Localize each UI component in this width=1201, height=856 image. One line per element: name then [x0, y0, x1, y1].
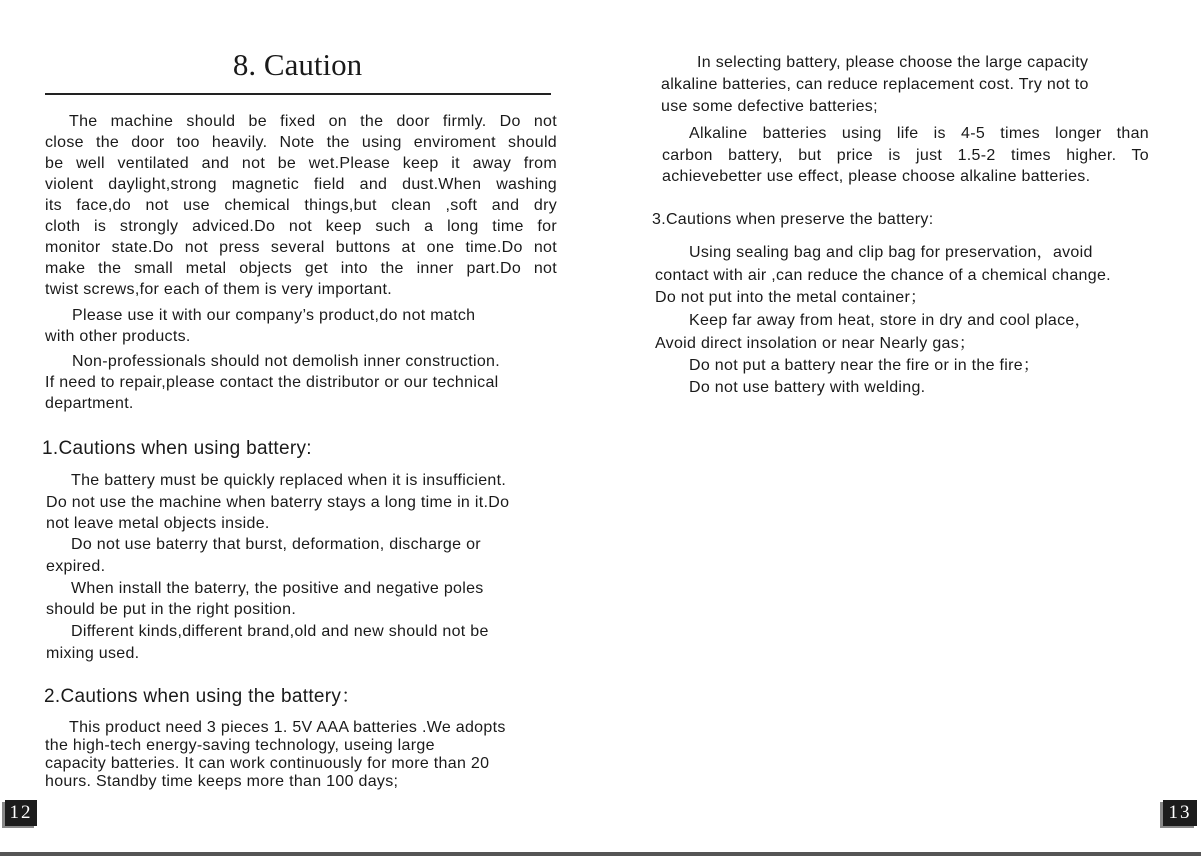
paragraph-line: When install the baterry, the positive and negative poles	[71, 580, 484, 597]
title-divider	[45, 93, 551, 95]
paragraph-line: Do not use baterry that burst, deformation, discharge or	[71, 536, 481, 553]
paragraph-line: use some defective batteries;	[661, 98, 878, 115]
paragraph-line: should be put in the right position.	[46, 601, 297, 618]
page-number-right: 13	[1163, 800, 1197, 826]
paragraph-line: Using sealing bag and clip bag for preservation，avoid	[689, 244, 1093, 261]
paragraph-line: mixing used.	[46, 645, 140, 662]
section-heading: 1.Cautions when using battery:	[42, 438, 312, 459]
paragraph-line: capacity batteries. It can work continuously for more than 20	[45, 755, 490, 772]
section-heading: 3.Cautions when preserve the battery:	[652, 211, 934, 228]
paragraph-line: Do not put a battery near the fire or in the fire；	[689, 357, 1040, 374]
paragraph-line: Do not put into the metal container；	[655, 289, 927, 306]
paragraph-line: be well ventilated and not be wet.Please keep it away from	[45, 155, 557, 172]
page-title: 8. Caution	[232, 47, 363, 82]
paragraph-line: Different kinds,different brand,old and new should not be	[71, 623, 489, 640]
section-heading: 2.Cautions when using the battery：	[44, 686, 361, 707]
paragraph-line: twist screws,for each of them is very important.	[45, 281, 392, 298]
paragraph-line: department.	[45, 395, 134, 412]
paragraph-line: with other products.	[45, 328, 191, 345]
paragraph-line: achievebetter use effect, please choose alkaline batteries.	[662, 168, 1091, 185]
paragraph-line: contact with air ,can reduce the chance of a chemical change.	[655, 266, 1111, 284]
paragraph-line: Please use it with our company’s product,do not match	[72, 307, 476, 324]
paragraph-line: This product need 3 pieces 1. 5V AAA batteries .We adopts	[69, 719, 506, 736]
paragraph-line: Avoid direct insolation or near Nearly gas；	[655, 334, 976, 352]
paragraph-line: If need to repair,please contact the distributor or our technical	[45, 374, 499, 391]
paragraph-line: The machine should be fixed on the door firmly. Do not	[69, 113, 557, 130]
paragraph-line: Do not use battery with welding.	[689, 379, 926, 396]
paragraph-line: the high-tech energy-saving technology, useing large	[45, 737, 435, 754]
paragraph-line: its face,do not use chemical things,but clean ,soft and dry	[45, 197, 557, 214]
paragraph-line: Alkaline batteries using life is 4-5 times longer than	[689, 125, 1149, 142]
paragraph-line: alkaline batteries, can reduce replacement cost. Try not to	[661, 76, 1089, 93]
bottom-border	[0, 852, 1201, 856]
paragraph-line: Do not use the machine when baterry stays a long time in it.Do	[46, 493, 510, 511]
paragraph-line: Non-professionals should not demolish inner construction.	[72, 353, 500, 370]
paragraph-line: expired.	[46, 558, 106, 575]
paragraph-line: Keep far away from heat, store in dry and cool place，	[689, 312, 1091, 329]
paragraph-line: In selecting battery, please choose the large capacity	[697, 54, 1089, 71]
page-number-left: 12	[5, 800, 37, 826]
paragraph-line: not leave metal objects inside.	[46, 515, 270, 532]
paragraph-line: monitor state.Do not press several buttons at one time.Do not	[45, 239, 557, 256]
paragraph-line: The battery must be quickly replaced when it is insufficient.	[71, 472, 507, 489]
paragraph-line: carbon battery, but price is just 1.5-2 times higher. To	[662, 146, 1149, 164]
paragraph-line: violent daylight,strong magnetic field and dust.When washing	[45, 176, 557, 193]
paragraph-line: close the door too heavily. Note the using enviroment should	[45, 134, 557, 151]
paragraph-line: make the small metal objects get into the inner part.Do not	[45, 260, 557, 277]
paragraph-line: hours. Standby time keeps more than 100 days;	[45, 773, 399, 790]
paragraph-line: cloth is strongly adviced.Do not keep such a long time for	[45, 218, 557, 235]
